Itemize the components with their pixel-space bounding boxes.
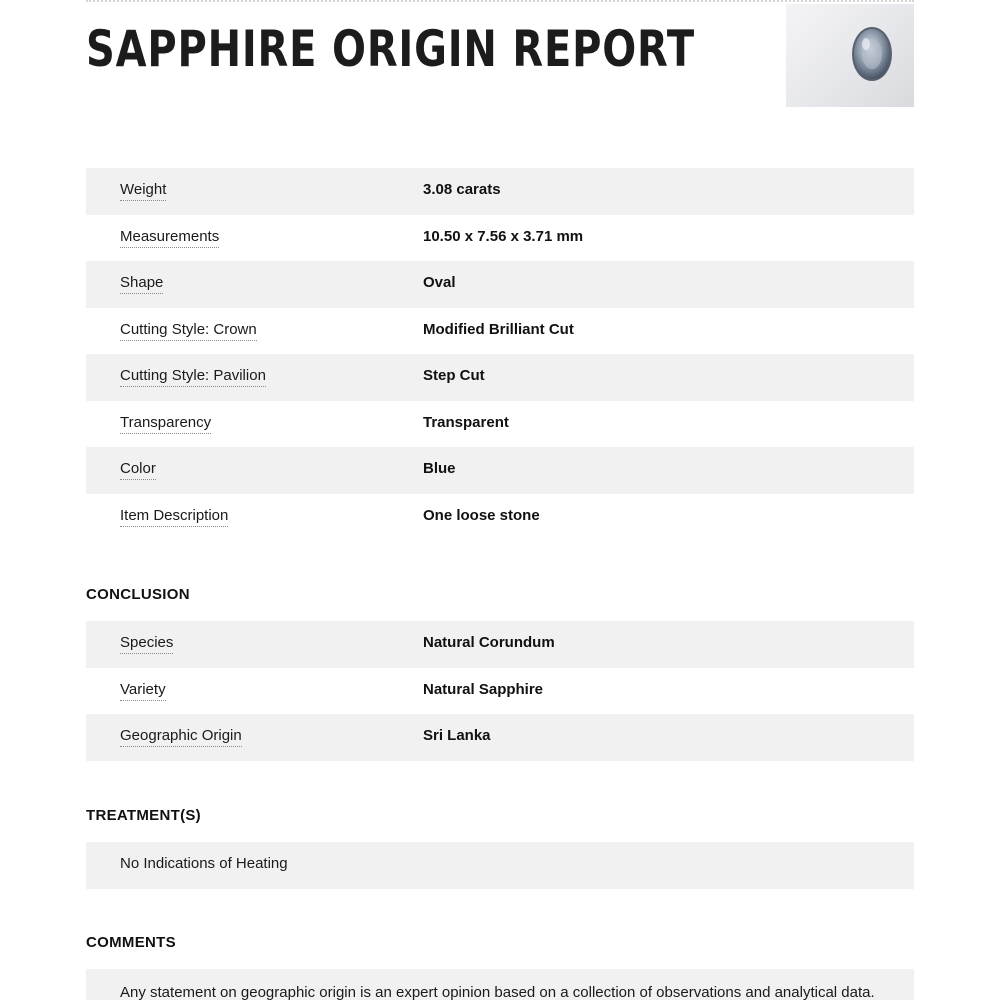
details-row-shape <box>86 261 914 308</box>
treatments-heading: TREATMENT(S) <box>86 807 201 824</box>
row-label: Item Description <box>120 507 228 527</box>
details-row-color <box>86 447 914 494</box>
row-label: Variety <box>120 681 166 701</box>
conclusion-row-variety <box>86 668 914 715</box>
row-label: Measurements <box>120 228 219 248</box>
page-title: SAPPHIRE ORIGIN REPORT <box>86 20 695 78</box>
row-value: Step Cut <box>423 367 485 384</box>
details-row-transparency <box>86 401 914 448</box>
row-value: Modified Brilliant Cut <box>423 320 574 338</box>
row-value: Sri Lanka <box>423 727 491 744</box>
row-label: Shape <box>120 274 163 294</box>
details-row-crown <box>86 308 914 355</box>
row-value: Natural Corundum <box>423 634 555 651</box>
row-label: Species <box>120 634 173 654</box>
conclusion-heading: CONCLUSION <box>86 586 190 603</box>
row-label: Geographic Origin <box>120 727 242 747</box>
conclusion-table <box>86 621 914 761</box>
comment-text: Any statement on geographic origin is an expert opinion based on a collection of observations and analytical data. <box>120 984 875 1000</box>
conclusion-row-origin <box>86 714 914 761</box>
comments-row <box>86 969 914 1000</box>
treatments-row <box>86 842 914 889</box>
row-label: Cutting Style: Pavilion <box>120 367 266 387</box>
row-value: One loose stone <box>423 506 540 524</box>
row-value: Natural Sapphire <box>423 680 544 698</box>
row-value: 3.08 carats <box>423 181 501 198</box>
comments-heading: COMMENTS <box>86 934 176 951</box>
row-label: Color <box>120 460 156 480</box>
treatment-text: No Indications of Heating <box>120 855 288 872</box>
treatments-table <box>86 842 914 889</box>
details-row-item-description <box>86 494 914 541</box>
conclusion-row-species <box>86 621 914 668</box>
row-label: Transparency <box>120 414 211 434</box>
details-table <box>86 168 914 540</box>
row-value: Oval <box>423 274 456 291</box>
row-value: 10.50 x 7.56 x 3.71 mm <box>423 227 584 245</box>
row-label: Weight <box>120 181 166 201</box>
details-row-measurements <box>86 215 914 262</box>
details-row-weight <box>86 168 914 215</box>
details-row-pavilion <box>86 354 914 401</box>
row-label: Cutting Style: Crown <box>120 321 257 341</box>
gemstone-icon <box>786 4 914 107</box>
row-value: Transparent <box>423 413 509 431</box>
row-value: Blue <box>423 460 456 477</box>
gem-photo <box>786 4 914 107</box>
